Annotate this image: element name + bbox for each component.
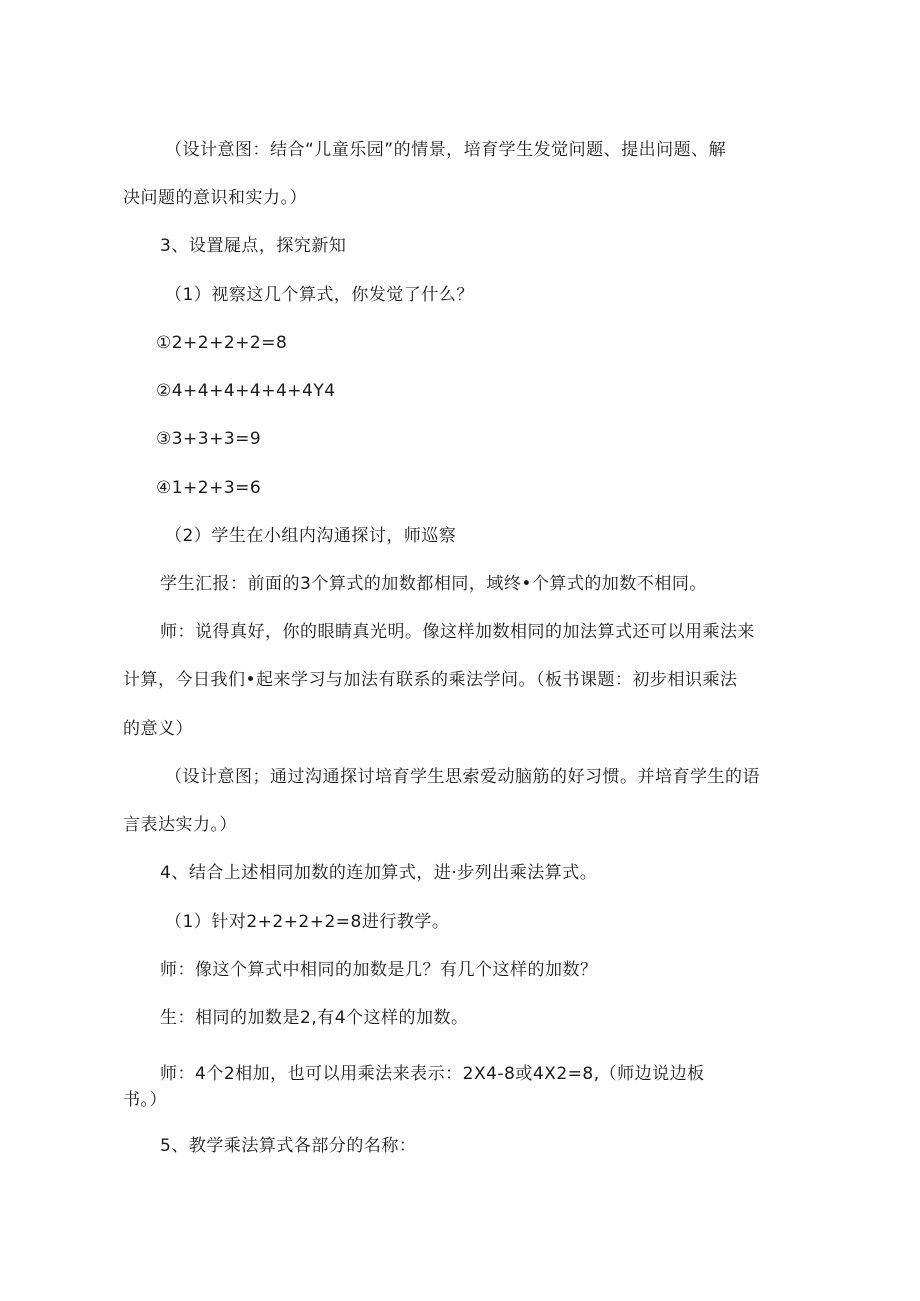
text-line: 师：4个2相加，也可以用乘法来表示：2X4-8或4X2=8,（师边说边板 [160,1064,705,1084]
text-line: ④1+2+3=6 [156,478,262,498]
text-line: （1）视察这几个算式，你发觉了什么？ [165,285,474,305]
text-line: 学生汇报：前面的3个算式的加数都相同，域终•个算式的加数不相同。 [160,574,707,594]
text-line: ②4+4+4+4+4+4Y4 [156,381,336,401]
text-line: 生：相同的加数是2,有4个这样的加数。 [160,1008,469,1028]
text-line: （1）针对2+2+2+2=8进行教学。 [165,912,450,932]
text-line: 师：像这个算式中相同的加数是几？有几个这样的加数？ [160,960,598,980]
text-line: 书。） [123,1090,167,1110]
text-line: 计算，今日我们•起来学习与加法有联系的乘法学问。（板书课题：初步相识乘法 [123,670,738,690]
text-line: 5、教学乘法算式各部分的名称： [160,1136,417,1156]
text-line: 师：说得真好，你的眼睛真光明。像这样加数相同的加法算式还可以用乘法来 [160,622,755,642]
text-line: 决问题的意识和实力。） [123,188,307,208]
text-line: 言表达实力。） [123,815,237,835]
text-line: ①2+2+2+2=8 [156,333,288,353]
text-line: （设计意图：结合“儿童乐园”的情景，培育学生发觉问题、提出问题、解 [165,140,727,160]
text-line: 的意义） [123,719,193,739]
text-line: 3、设置屣点，探究新知 [160,236,347,256]
text-line: （2）学生在小组内沟通探讨，师巡察 [165,526,457,546]
text-line: 4、结合上述相同加数的连加算式，进·步列出乘法算式。 [160,863,598,883]
text-line: ③3+3+3=9 [156,429,262,449]
text-line: （设计意图；通过沟通探讨培育学生思索爱动脑筋的好习惯。并培育学生的语 [165,767,760,787]
